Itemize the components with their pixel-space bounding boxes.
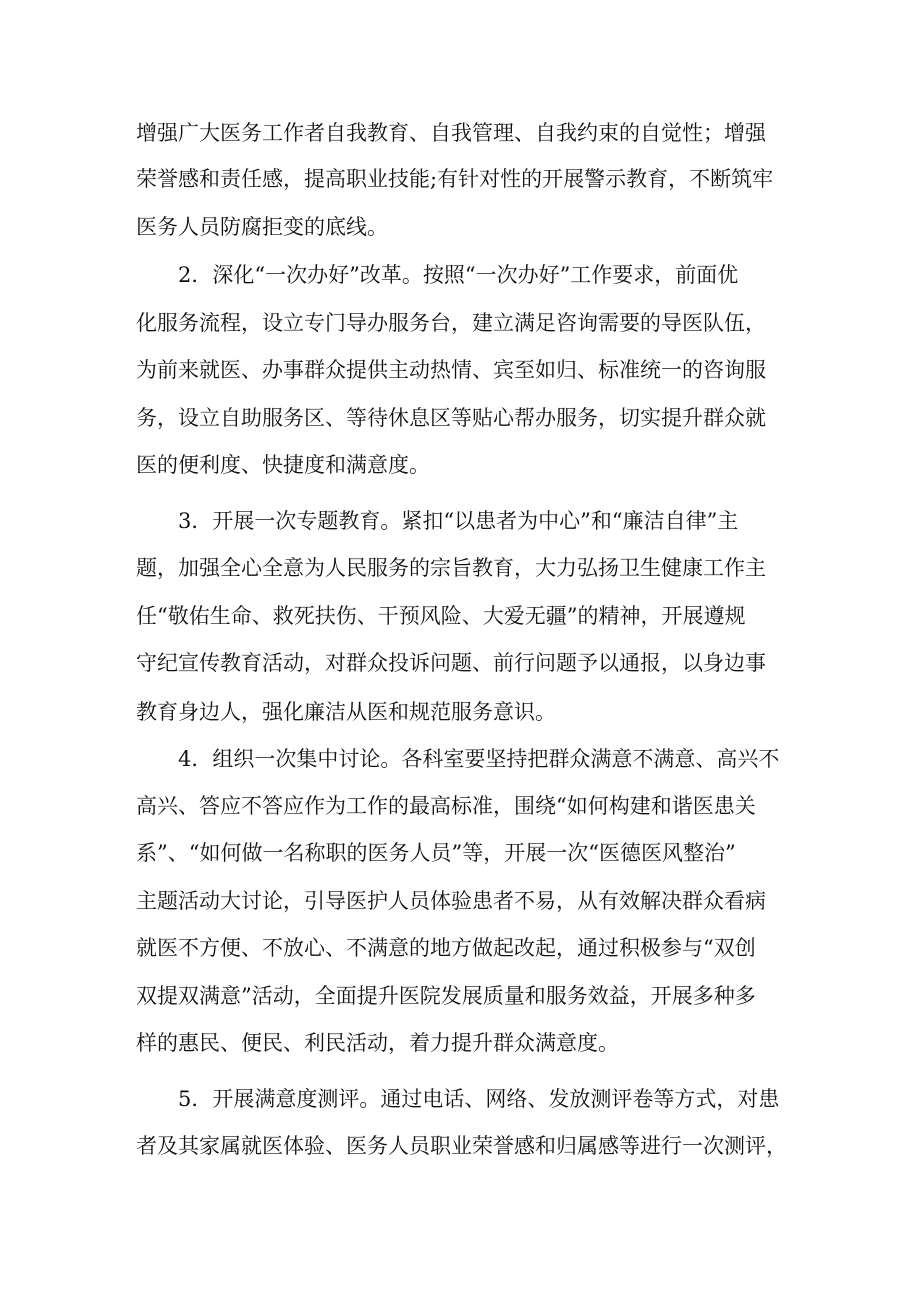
paragraph-5-line-1: 5．开展满意度测评。通过电话、网络、发放测评卷等方式，对患 [178, 1087, 780, 1111]
paragraph-2-line-1: 2．深化“一次办好”改革。按照“一次办好”工作要求，前面优 [178, 263, 739, 287]
paragraph-2-line-5: 医的便利度、快捷度和满意度。 [136, 453, 430, 477]
paragraph-4-line-7: 样的惠民、便民、利民活动，着力提升群众满意度。 [136, 1031, 619, 1055]
paragraph-1-line-3: 医务人员防腐拒变的底线。 [136, 215, 388, 239]
paragraph-4-line-6: 双提双满意”活动，全面提升医院发展质量和服务效益，开展多种多 [136, 984, 756, 1008]
paragraph-2-line-2: 化服务流程，设立专门导办服务台，建立满足咨询需要的导医队伍， [136, 311, 766, 335]
paragraph-3-line-3: 任“敬佑生命、救死扶伤、干预风险、大爱无疆”的精神，开展遵规 [136, 604, 746, 628]
paragraph-1-line-1: 增强广大医务工作者自我教育、自我管理、自我约束的自觉性；增强 [136, 121, 766, 145]
paragraph-3-line-5: 教育身边人，强化廉洁从医和规范服务意识。 [136, 700, 556, 724]
paragraph-3-line-1: 3．开展一次专题教育。紧扣“以患者为中心”和“廉洁自律”主 [178, 509, 739, 533]
paragraph-1-line-2: 荣誉感和责任感，提高职业技能;有针对性的开展警示教育，不断筑牢 [136, 167, 774, 191]
paragraph-4-line-2: 高兴、答应不答应作为工作的最高标准，围绕“如何构建和谐医患关 [136, 794, 756, 818]
paragraph-3-line-4: 守纪宣传教育活动，对群众投诉问题、前行问题予以通报，以身边事 [136, 651, 766, 675]
paragraph-3-line-2: 题，加强全心全意为人民服务的宗旨教育，大力弘扬卫生健康工作主 [136, 556, 766, 580]
paragraph-4-line-1: 4．组织一次集中讨论。各科室要坚持把群众满意不满意、高兴不 [178, 747, 780, 771]
paragraph-4-line-5: 就医不方便、不放心、不满意的地方做起改起，通过积极参与“双创 [136, 936, 756, 960]
paragraph-4-line-3: 系”、“如何做一名称职的医务人员”等，开展一次“医德医风整治” [136, 841, 736, 865]
paragraph-4-line-4: 主题活动大讨论，引导医护人员体验患者不易，从有效解决群众看病 [136, 889, 766, 913]
paragraph-5-line-2: 者及其家属就医体验、医务人员职业荣誉感和归属感等进行一次测评， [136, 1134, 787, 1158]
paragraph-2-line-4: 务，设立自助服务区、等待休息区等贴心帮办服务，切实提升群众就 [136, 406, 766, 430]
paragraph-2-line-3: 为前来就医、办事群众提供主动热情、宾至如归、标准统一的咨询服 [136, 358, 766, 382]
